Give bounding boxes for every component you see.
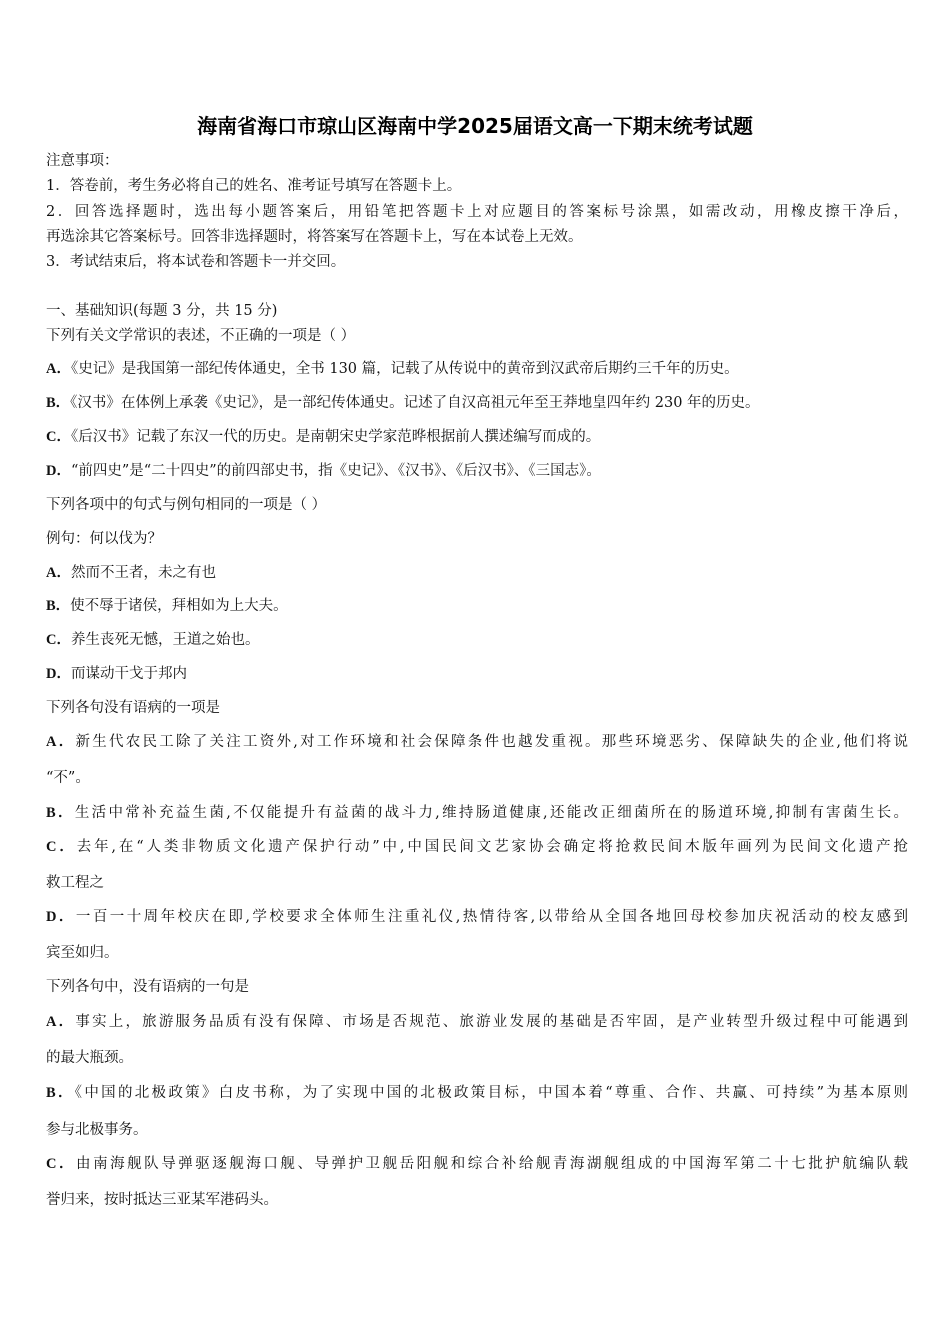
- q2-option-b: [46, 596, 908, 616]
- option-text: 养生丧死无憾，王道之始也。: [70, 632, 260, 648]
- option-text: 《汉书》在体例上承袭《史记》，是一部纪传体通史。记述了自汉高祖元年至王莽地皇四年约 230 年的历史。: [70, 395, 760, 411]
- q4-stem: 下列各句中，没有语病的一句是: [46, 979, 249, 995]
- notice-item-2-line-1: 2．回答选择题时，选出每小题答案后，用铅笔把答题卡上对应题目的答案标号涂黑，如需改动，用橡皮擦干净后，: [46, 204, 908, 220]
- q2-option-a: [46, 563, 908, 583]
- q4-option-b-line-2: 参与北极事务。: [46, 1122, 148, 1138]
- q3-option-d-line-2: 宾至如归。: [46, 945, 119, 961]
- q4-option-c-line-1: [46, 1154, 908, 1174]
- option-letter: B．: [46, 805, 75, 821]
- notice-item-2-line-2: 再选涂其它答案标号。回答非选择题时，将答案写在答题卡上，写在本试卷上无效。: [46, 229, 583, 245]
- q2-example: 例句：何以伐为？: [46, 531, 162, 547]
- notice-item-1: 1．答卷前，考生务必将自己的姓名、准考证号填写在答题卡上。: [46, 178, 462, 194]
- notice-heading: 注意事项：: [46, 153, 119, 169]
- q1-option-a: [46, 359, 908, 379]
- q1-option-c: [46, 427, 908, 447]
- option-letter: A．: [46, 1014, 76, 1030]
- option-letter: D．: [46, 463, 71, 479]
- option-text: 一百一十周年校庆在即,学校要求全体师生注重礼仪,热情待客,以带给从全国各地回母校参加庆祝活动的校友感到: [75, 909, 908, 925]
- q3-option-b: [46, 803, 908, 823]
- option-letter: D．: [46, 666, 71, 682]
- option-letter: A．: [46, 361, 71, 377]
- option-text: 生活中常补充益生菌,不仅能提升有益菌的战斗力,维持肠道健康,还能改正细菌所在的肠道环境,抑制有害菌生长。: [74, 805, 908, 821]
- option-text: 事实上，旅游服务品质有没有保障、市场是否规范、旅游业发展的基础是否牢固，是产业转型升级过程中可能遇到: [75, 1014, 908, 1030]
- q3-option-a-line-2: “不”。: [46, 770, 90, 786]
- option-letter: C．: [46, 632, 71, 648]
- option-text: 然而不王者，未之有也: [70, 565, 216, 581]
- option-letter: C．: [46, 1156, 77, 1172]
- option-text: 使不辱于诸侯，拜相如为上大夫。: [70, 598, 288, 614]
- option-letter: A．: [46, 565, 71, 581]
- q3-option-d-line-1: [46, 907, 908, 927]
- q3-option-a-line-1: [46, 732, 908, 752]
- option-letter: C．: [46, 429, 71, 445]
- option-letter: B．: [46, 1085, 75, 1101]
- q2-stem: 下列各项中的句式与例句相同的一项是（ ）: [46, 497, 327, 513]
- q3-option-c-line-1: [46, 837, 908, 857]
- q1-stem: 下列有关文学常识的表述，不正确的一项是（ ）: [46, 328, 356, 344]
- option-text: “前四史”是“二十四史”的前四部史书，指《史记》、《汉书》、《后汉书》、《三国志》。: [70, 463, 601, 479]
- q1-option-b: [46, 393, 908, 413]
- option-text: 去年,在“人类非物质文化遗产保护行动”中,中国民间文艺家协会确定将抢救民间木版年画列为民间文化遗产抢: [76, 839, 908, 855]
- option-text: 《中国的北极政策》白皮书称，为了实现中国的北极政策目标，中国本着“尊重、合作、共赢、可持续”为基本原则: [74, 1085, 908, 1101]
- page-title: 海南省海口市琼山区海南中学2025届语文高一下期末统考试题: [197, 114, 753, 138]
- q3-option-c-line-2: 救工程之: [46, 875, 104, 891]
- q1-option-d: [46, 461, 908, 481]
- option-letter: A．: [46, 734, 76, 750]
- option-text: 而谋动干戈于邦内: [70, 666, 187, 682]
- option-letter: D．: [46, 909, 76, 925]
- q4-option-a-line-2: 的最大瓶颈。: [46, 1050, 133, 1066]
- option-letter: B．: [46, 395, 71, 411]
- option-text: 新生代农民工除了关注工资外,对工作环境和社会保障条件也越发重视。那些环境恶劣、保障缺失的企业,他们将说: [75, 734, 908, 750]
- notice-item-3: 3．考试结束后，将本试卷和答题卡一并交回。: [46, 254, 346, 270]
- q4-option-a-line-1: [46, 1012, 908, 1032]
- option-letter: B．: [46, 598, 71, 614]
- section-heading: 一、基础知识(每题 3 分，共 15 分): [46, 303, 278, 319]
- q2-option-c: [46, 630, 908, 650]
- option-letter: C．: [46, 839, 77, 855]
- q3-stem: 下列各句没有语病的一项是: [46, 700, 220, 716]
- option-text: 由南海舰队导弹驱逐舰海口舰、导弹护卫舰岳阳舰和综合补给舰青海湖舰组成的中国海军第二十七批护航编队载: [76, 1156, 908, 1172]
- q4-option-b-line-1: [46, 1083, 908, 1103]
- option-text: 《后汉书》记载了东汉一代的历史。是南朝宋史学家范晔根据前人撰述编写而成的。: [70, 429, 601, 445]
- q4-option-c-line-2: 誉归来，按时抵达三亚某军港码头。: [46, 1192, 278, 1208]
- option-text: 《史记》是我国第一部纪传体通史，全书 130 篇，记载了从传说中的黄帝到汉武帝后期约三千年的历史。: [70, 361, 739, 377]
- q2-option-d: [46, 664, 908, 684]
